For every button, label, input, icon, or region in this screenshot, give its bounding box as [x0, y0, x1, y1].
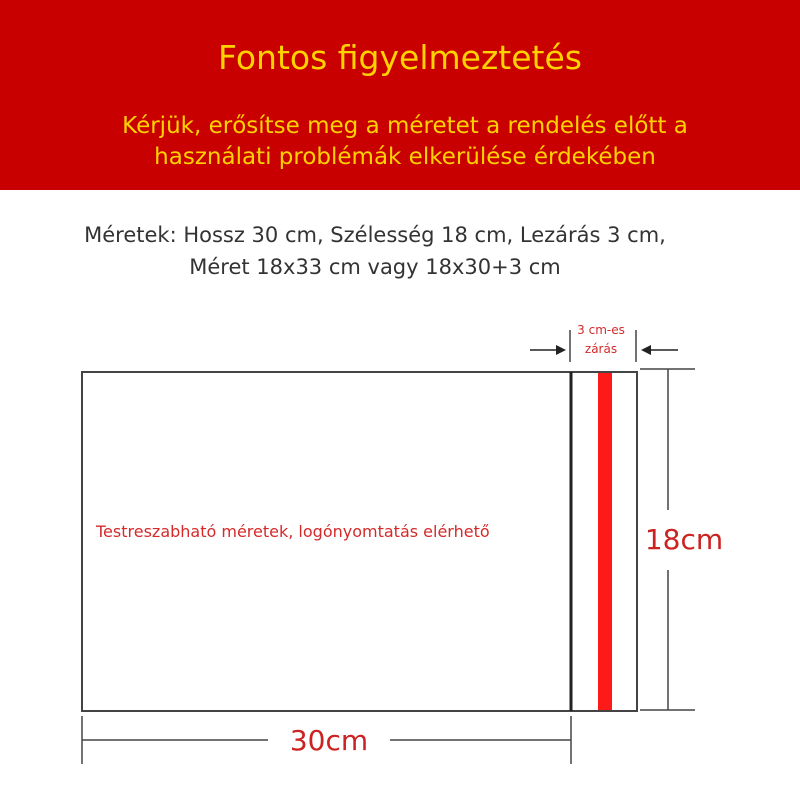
adhesive-strip [598, 373, 612, 710]
seal-label-line-2: zárás [584, 342, 618, 356]
seal-label-line-1: 3 cm-es [577, 323, 625, 337]
banner-title: Fontos figyelmeztetés [218, 38, 582, 77]
dimensions-spec-line-1: Méretek: Hossz 30 cm, Szélesség 18 cm, Lezárás 3 cm, [84, 223, 666, 247]
seal-arrow-left-head [556, 345, 566, 355]
height-label: 18cm [644, 523, 724, 556]
bag-body [82, 372, 571, 711]
seal-arrow-right-head [641, 345, 651, 355]
width-label: 30cm [289, 724, 369, 757]
dimensions-spec-line-2: Méret 18x33 cm vagy 18x30+3 cm [189, 255, 561, 279]
banner-notice-line-2: használati problémák elkerülése érdekében [154, 144, 656, 170]
banner-notice-line-1: Kérjük, erősítse meg a méretet a rendelés előtt a [122, 113, 688, 139]
customization-note: Testreszabható méretek, logónyomtatás elérhető [96, 522, 490, 541]
